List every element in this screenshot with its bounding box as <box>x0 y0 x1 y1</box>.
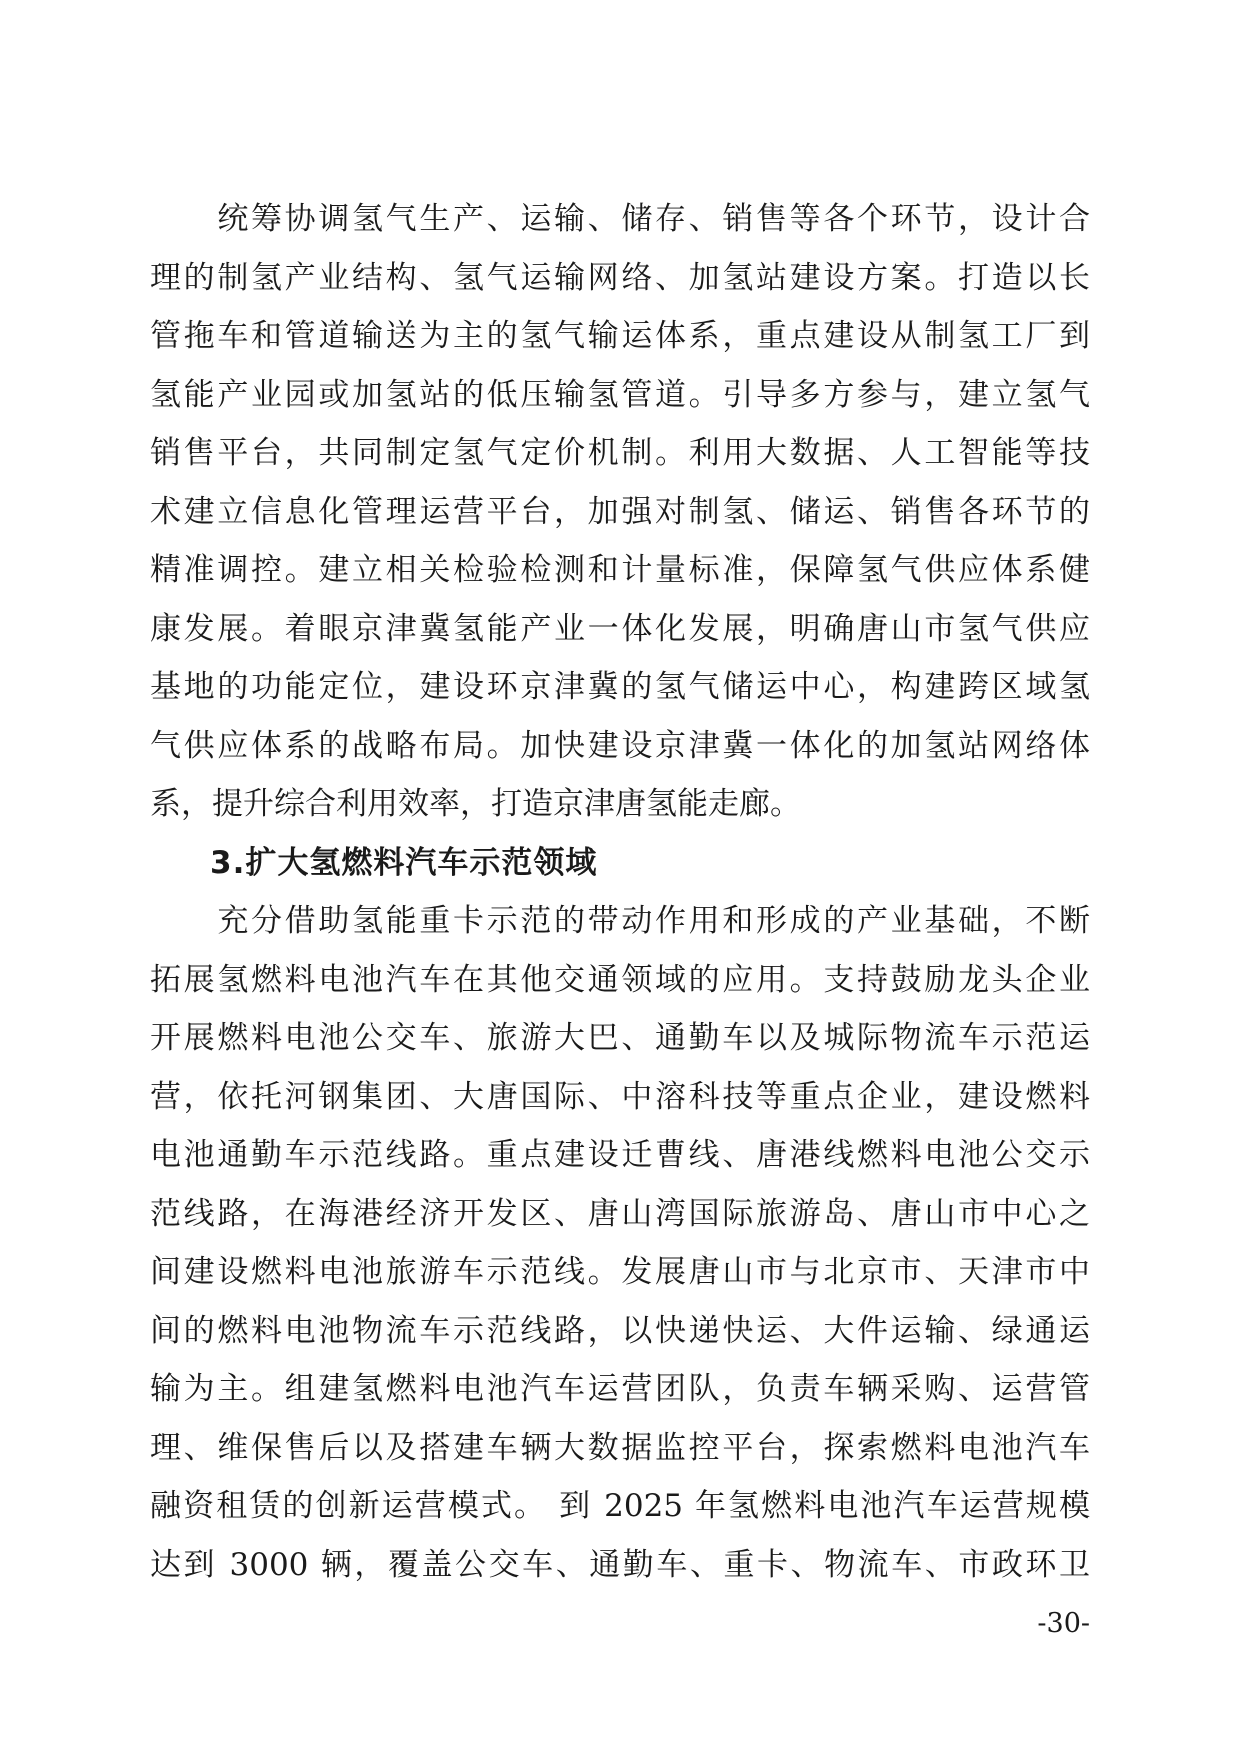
text-line: 融资租赁的创新运营模式。 到 2025 年氢燃料电池汽车运营规模 <box>150 1488 1090 1524</box>
section-heading: 3.扩大氢燃料汽车示范领域 <box>210 844 598 881</box>
text-line: 氢能产业园或加氢站的低压输氢管道。引导多方参与，建立氢气 <box>150 376 1090 413</box>
text-line: 术建立信息化管理运营平台，加强对制氢、储运、销售各环节的 <box>150 493 1090 530</box>
text-line: 理的制氢产业结构、氢气运输网络、加氢站建设方案。打造以长 <box>150 259 1090 296</box>
text-line: 拓展氢燃料电池汽车在其他交通领域的应用。支持鼓励龙头企业 <box>150 961 1090 998</box>
text-line: 电池通勤车示范线路。重点建设迁曹线、唐港线燃料电池公交示 <box>150 1137 1090 1173</box>
text-line: 精准调控。建立相关检验检测和计量标准，保障氢气供应体系健 <box>150 552 1090 588</box>
text-line: 统筹协调氢气生产、运输、储存、销售等各个环节，设计合 <box>150 201 1090 237</box>
text-line: 理、维保售后以及搭建车辆大数据监控平台，探索燃料电池汽车 <box>150 1429 1090 1466</box>
text-line: 输为主。组建氢燃料电池汽车运营团队，负责车辆采购、运营管 <box>150 1371 1090 1407</box>
text-line: 开展燃料电池公交车、旅游大巴、通勤车以及城际物流车示范运 <box>150 1020 1090 1056</box>
text-line: 间建设燃料电池旅游车示范线。发展唐山市与北京市、天津市中 <box>150 1254 1090 1290</box>
text-line: 达到 3000 辆，覆盖公交车、通勤车、重卡、物流车、市政环卫 <box>150 1546 1090 1583</box>
text-line: 销售平台，共同制定氢气定价机制。利用大数据、人工智能等技 <box>150 435 1090 471</box>
text-line: 系，提升综合利用效率，打造京津唐氢能走廊。 <box>150 786 801 822</box>
text-line: 间的燃料电池物流车示范线路，以快递快运、大件运输、绿通运 <box>150 1312 1090 1349</box>
page-number: -30- <box>1037 1608 1090 1639</box>
text-line: 充分借助氢能重卡示范的带动作用和形成的产业基础，不断 <box>150 903 1090 939</box>
text-line: 基地的功能定位，建设环京津冀的氢气储运中心，构建跨区域氢 <box>150 669 1090 705</box>
paragraph-hydrogen-supply <box>150 190 1090 834</box>
text-line: 气供应体系的战略布局。加快建设京津冀一体化的加氢站网络体 <box>150 727 1090 764</box>
document-body <box>150 190 1090 1594</box>
text-line: 范线路，在海港经济开发区、唐山湾国际旅游岛、唐山市中心之 <box>150 1195 1090 1232</box>
text-line: 营，依托河钢集团、大唐国际、中溶科技等重点企业，建设燃料 <box>150 1078 1090 1115</box>
text-line: 管拖车和管道输送为主的氢气输运体系，重点建设从制氢工厂到 <box>150 318 1090 354</box>
text-line: 康发展。着眼京津冀氢能产业一体化发展，明确唐山市氢气供应 <box>150 610 1090 647</box>
paragraph-fuel-cell-vehicles <box>150 892 1090 1594</box>
